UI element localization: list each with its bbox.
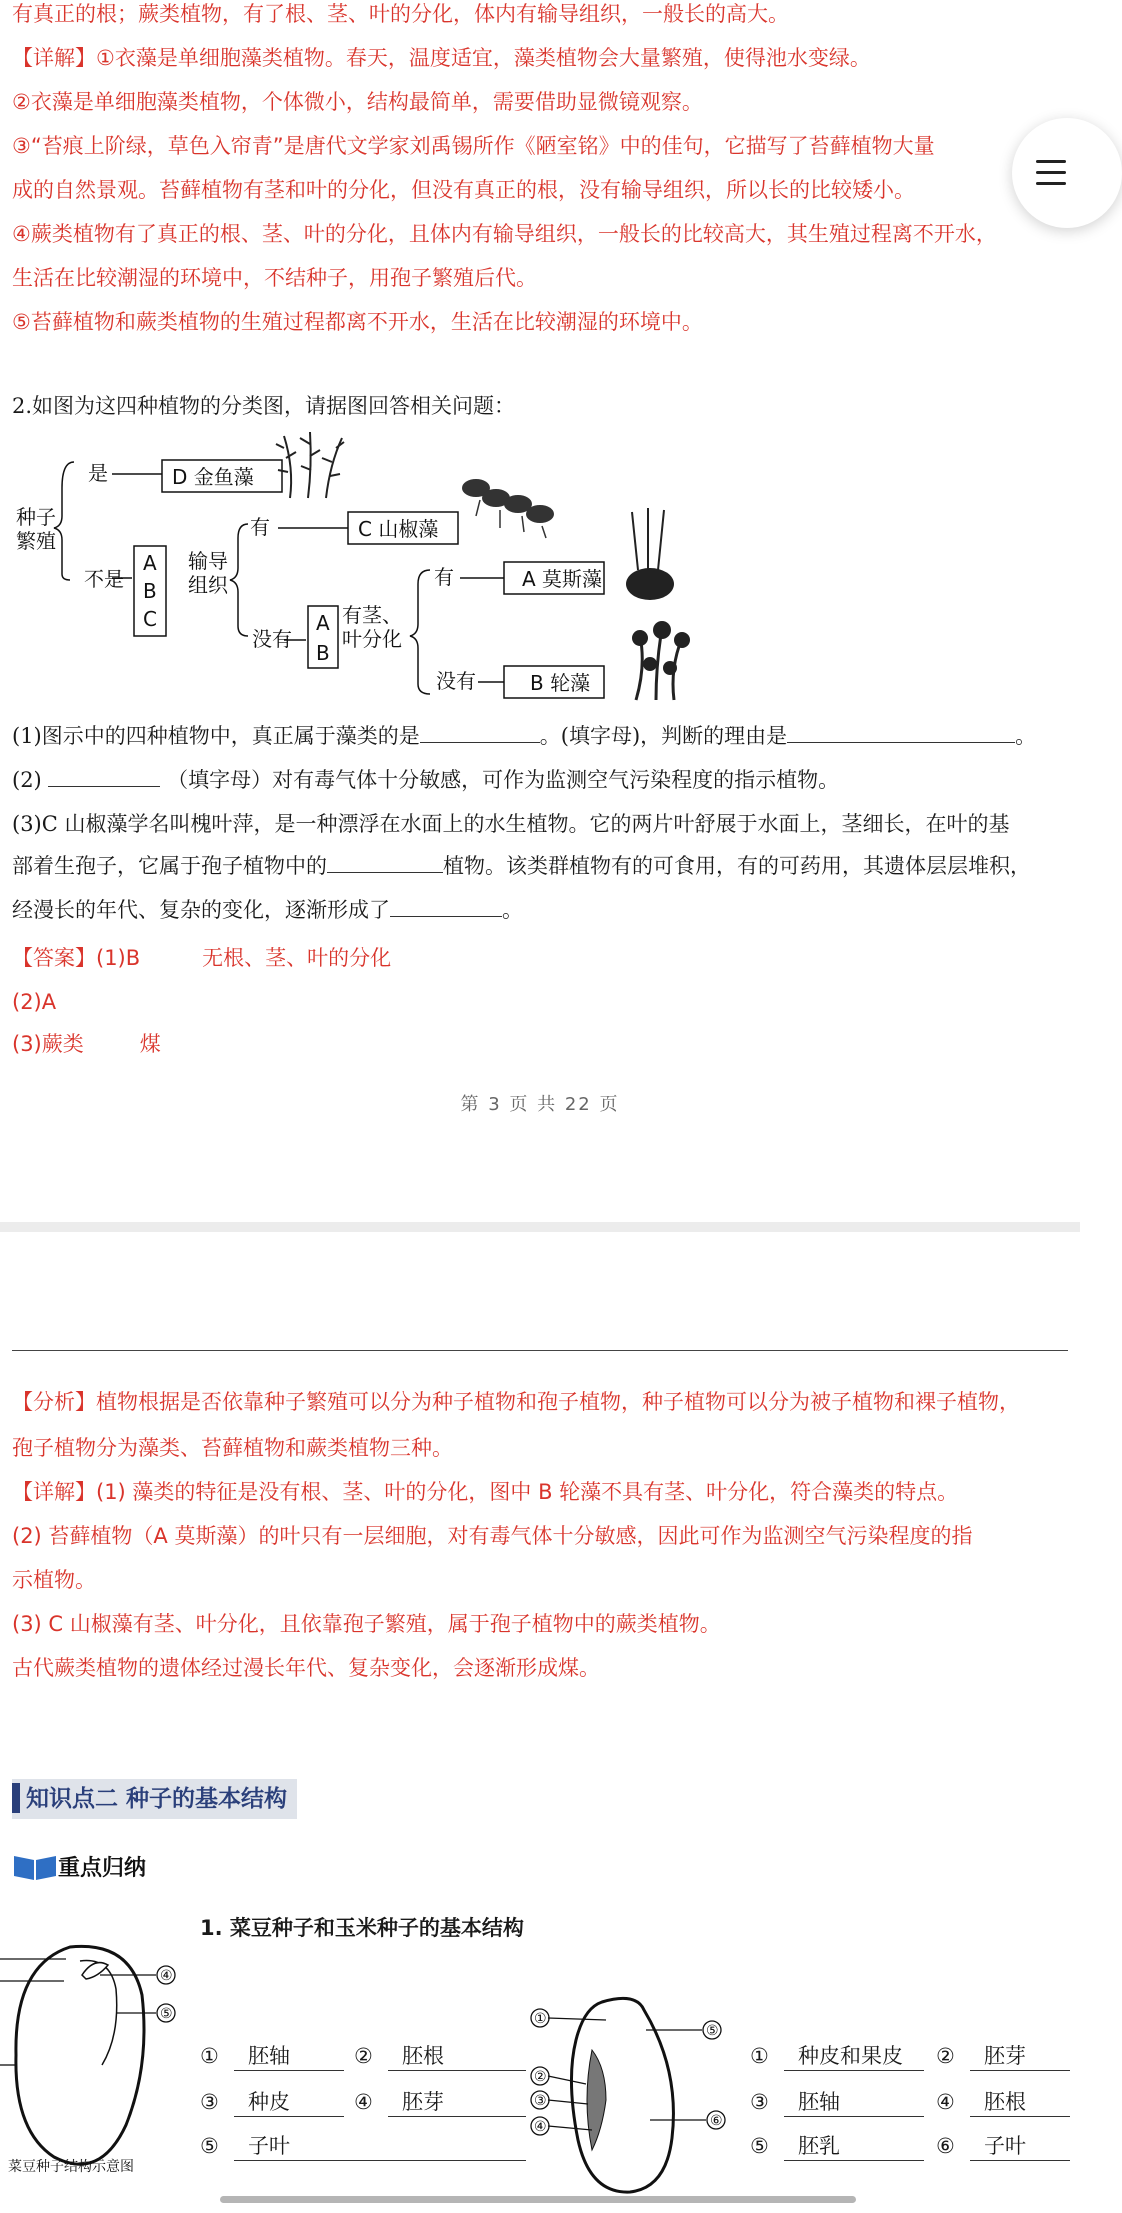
bean-num: ① xyxy=(200,2044,219,2068)
answer-1-reason: 无根、茎、叶的分化 xyxy=(202,946,392,970)
answer-3-value: 煤 xyxy=(139,1032,161,1056)
scroll-indicator[interactable] xyxy=(220,2196,856,2203)
corn-seed-diagram xyxy=(526,1990,740,2195)
text-line: ③“苔痕上阶绿，草色入帘青”是唐代文学家刘禹锡所作《陋室铭》中的佳句，它描写了苔藓植物大量 xyxy=(12,134,935,158)
label-yes: 是 xyxy=(88,461,108,485)
corn-value: 胚芽 xyxy=(970,2040,1070,2071)
corn-num: ⑤ xyxy=(750,2134,769,2158)
q1-blank2[interactable] xyxy=(787,742,1015,743)
box-a-name: A 莫斯藻 xyxy=(522,567,603,591)
plant-c-image xyxy=(456,468,566,540)
q3-text2: 植物。该类群植物有的可食用，有的可药用，其遗体层层堆积， xyxy=(443,854,1031,878)
section-bar xyxy=(12,1783,20,1813)
corn-num: ⑥ xyxy=(936,2134,955,2158)
analysis-line: 【详解】(1) 藻类的特征是没有根、茎、叶的分化，图中 B 轮藻不具有茎、叶分化，符合藻类的特点。 xyxy=(12,1480,959,1504)
analysis-line: 【分析】植物根据是否依靠种子繁殖可以分为种子植物和孢子植物，种子植物可以分为被子植物和裸子植物， xyxy=(12,1390,1020,1414)
answer-2: (2)A xyxy=(12,990,57,1014)
question-1 xyxy=(12,722,1036,750)
bean-value: 胚根 xyxy=(388,2040,526,2071)
label-vascular: 输导 xyxy=(188,549,228,573)
corn-label-2: ② xyxy=(534,2069,547,2085)
corn-answer-row xyxy=(750,2130,1070,2161)
answer-1 xyxy=(12,944,391,972)
text-line: 有真正的根；蕨类植物，有了根、茎、叶的分化，体内有输导组织，一般长的高大。 xyxy=(12,2,789,26)
analysis-line: (2) 苔藓植物（A 莫斯藻）的叶只有一层细胞，对有毒气体十分敏感，因此可作为监测空气污染程度的指 xyxy=(12,1524,973,1548)
bean-label-5: ⑤ xyxy=(160,2006,173,2022)
q2-blank[interactable] xyxy=(48,786,160,787)
menu-button[interactable] xyxy=(1012,118,1122,228)
q1-text: (1)图示中的四种植物中，真正属于藻类的是 xyxy=(12,724,420,748)
corn-value: 胚乳 xyxy=(784,2130,924,2161)
box-b: B xyxy=(143,579,157,603)
page-number: 第 3 页 共 22 页 xyxy=(460,1094,620,1115)
label-no: 不是 xyxy=(84,567,124,591)
menu-icon xyxy=(1036,160,1066,163)
q2-text2: （填字母）对有毒气体十分敏感，可作为监测空气污染程度的指示植物。 xyxy=(167,768,840,792)
label-stemleaf1: 有茎、 xyxy=(342,603,402,627)
q1-blank[interactable] xyxy=(420,742,540,743)
corn-value: 胚轴 xyxy=(784,2086,924,2117)
corn-answer-row xyxy=(750,2086,1070,2117)
text-line: 【详解】①衣藻是单细胞藻类植物。春天，温度适宜，藻类植物会大量繁殖，使得池水变绿。 xyxy=(12,46,871,70)
text-line: 成的自然景观。苔藓植物有茎和叶的分化，但没有真正的根，没有输导组织，所以长的比较矮小。 xyxy=(12,178,915,202)
answer-3 xyxy=(12,1030,161,1058)
answer-1-label: 【答案】(1)B xyxy=(12,946,141,970)
label-tissue: 组织 xyxy=(188,573,228,597)
menu-icon-bar xyxy=(1036,182,1066,185)
label-seed: 种子 xyxy=(16,505,56,529)
corn-label-6: ⑥ xyxy=(710,2113,723,2129)
label-none: 没有 xyxy=(252,627,292,651)
corn-num: ③ xyxy=(750,2090,769,2114)
question-2 xyxy=(12,766,839,794)
corn-value: 种皮和果皮 xyxy=(784,2040,924,2071)
corn-answer-row xyxy=(750,2040,1070,2071)
header-rule xyxy=(12,1350,1068,1351)
subsection-title: 1. 菜豆种子和玉米种子的基本结构 xyxy=(200,1916,524,1940)
bean-num: ② xyxy=(354,2044,373,2068)
q3-end: 。 xyxy=(502,898,523,922)
bean-num: ③ xyxy=(200,2090,219,2114)
label-repro: 繁殖 xyxy=(16,529,56,553)
corn-label-3: ③ xyxy=(534,2093,547,2109)
label-none2: 没有 xyxy=(436,669,476,693)
plant-d-image xyxy=(270,428,356,500)
analysis-line: 示植物。 xyxy=(12,1568,96,1592)
analysis-line: 孢子植物分为藻类、苔藓植物和蕨类植物三种。 xyxy=(12,1436,453,1460)
key-summary-text: 重点归纳 xyxy=(58,1856,147,1881)
page-gap xyxy=(0,1222,1080,1232)
corn-label-1: ① xyxy=(534,2011,547,2027)
bean-value: 胚轴 xyxy=(234,2040,344,2071)
box-a2: A xyxy=(316,611,330,635)
box-b2: B xyxy=(316,641,330,665)
bean-answer-row xyxy=(200,2086,526,2117)
label-has2: 有 xyxy=(434,565,454,589)
q3-text: 部着生孢子，它属于孢子植物中的 xyxy=(12,854,327,878)
corn-value: 子叶 xyxy=(970,2130,1070,2161)
analysis-line: (3) C 山椒藻有茎、叶分化，且依靠孢子繁殖，属于孢子植物中的蕨类植物。 xyxy=(12,1612,721,1636)
label-stemleaf2: 叶分化 xyxy=(342,627,402,651)
bean-value: 种皮 xyxy=(234,2086,344,2117)
question-stem: 2.如图为这四种植物的分类图，请据图回答相关问题： xyxy=(12,394,516,418)
bean-answer-row xyxy=(200,2040,526,2071)
bean-label-4: ④ xyxy=(160,1968,173,1984)
corn-label-5: ⑤ xyxy=(706,2023,719,2039)
box-b-name: B 轮藻 xyxy=(530,671,591,695)
bean-num: ④ xyxy=(354,2090,373,2114)
q3-blank[interactable] xyxy=(327,872,443,873)
text-line: 生活在比较潮湿的环境中，不结种子，用孢子繁殖后代。 xyxy=(12,266,537,290)
box-c: C xyxy=(143,607,157,631)
box-c-name: C 山椒藻 xyxy=(358,517,439,541)
corn-num: ① xyxy=(750,2044,769,2068)
q3-text3: 经漫长的年代、复杂的变化，逐渐形成了 xyxy=(12,898,390,922)
question-3a: (3)C 山椒藻学名叫槐叶萍，是一种漂浮在水面上的水生植物。它的两片叶舒展于水面上，茎细长，在叶的基 xyxy=(12,812,1010,836)
plant-a-image xyxy=(622,504,684,602)
bean-seed-diagram xyxy=(0,1935,190,2185)
corn-num: ④ xyxy=(936,2090,955,2114)
bean-value: 子叶 xyxy=(234,2130,526,2161)
text-line: ②衣藻是单细胞藻类植物，个体微小，结构最简单，需要借助显微镜观察。 xyxy=(12,90,703,114)
q1-end: 。 xyxy=(1015,724,1037,748)
q2-text: (2) xyxy=(12,768,42,792)
bean-caption: 菜豆种子结构示意图 xyxy=(8,2159,134,2175)
corn-num: ② xyxy=(936,2044,955,2068)
box-a: A xyxy=(143,551,157,575)
text-line: ④蕨类植物有了真正的根、茎、叶的分化，且体内有输导组织，一般长的比较高大，其生殖过程离不开水， xyxy=(12,222,997,246)
label-has: 有 xyxy=(250,515,270,539)
q3-blank2[interactable] xyxy=(390,916,502,917)
section-title-text: 知识点二 种子的基本结构 xyxy=(26,1786,288,1812)
box-d: D 金鱼藻 xyxy=(172,465,254,489)
question-3b xyxy=(12,852,1031,880)
text-line: ⑤苔藓植物和蕨类植物的生殖过程都离不开水，生活在比较潮湿的环境中。 xyxy=(12,310,703,334)
plant-b-image xyxy=(626,616,690,702)
book-icon xyxy=(12,1852,58,1882)
corn-value: 胚根 xyxy=(970,2086,1070,2117)
section-title xyxy=(12,1779,297,1819)
corn-label-4: ④ xyxy=(534,2119,547,2135)
bean-value: 胚芽 xyxy=(388,2086,526,2117)
q1-text2: 。(填字母)，判断的理由是 xyxy=(539,724,788,748)
question-3c xyxy=(12,896,523,924)
key-summary-title xyxy=(12,1851,146,1887)
answer-3-label: (3)蕨类 xyxy=(12,1032,84,1056)
menu-icon-bar xyxy=(1036,171,1066,174)
bean-answer-row xyxy=(200,2130,526,2161)
analysis-line: 古代蕨类植物的遗体经过漫长年代、复杂变化，会逐渐形成煤。 xyxy=(12,1656,600,1680)
bean-num: ⑤ xyxy=(200,2134,219,2158)
